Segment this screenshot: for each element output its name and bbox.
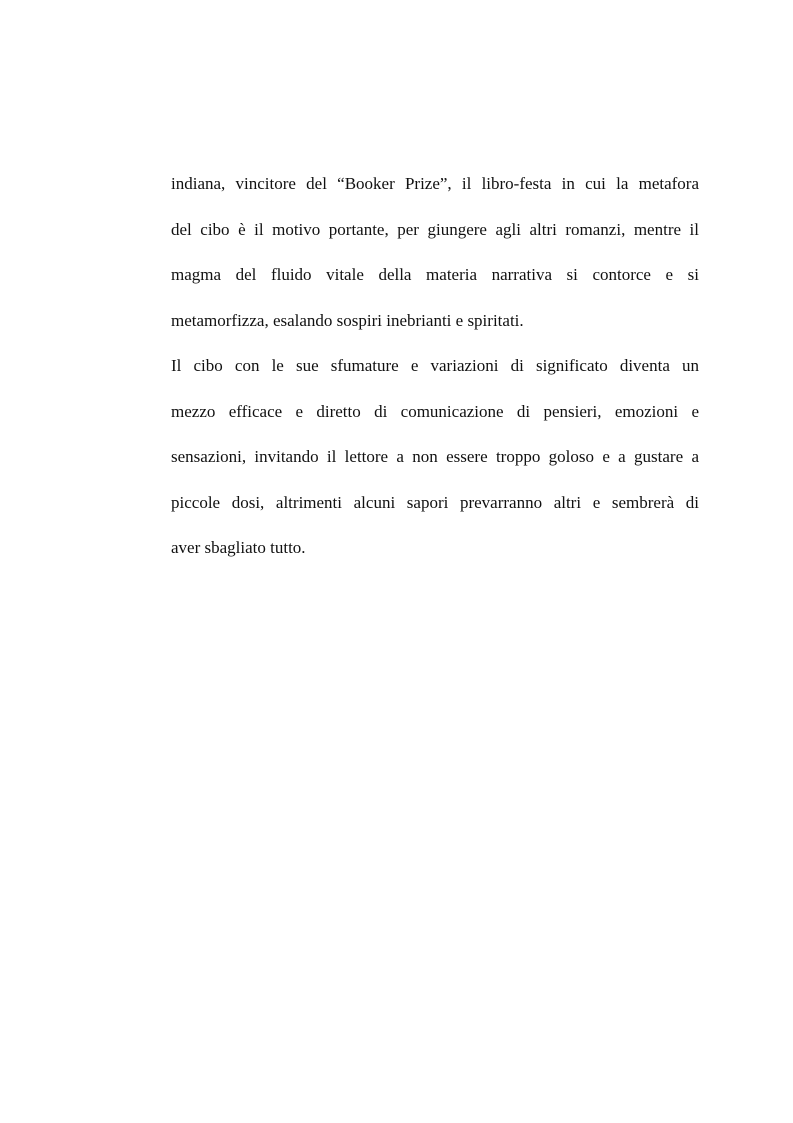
text-line: indiana, vincitore del “Booker Prize”, il libro-festa in cui la metafora — [171, 174, 699, 193]
body-text — [171, 167, 699, 577]
text-line: sensazioni, invitando il lettore a non essere troppo goloso e a gustare a — [171, 447, 699, 466]
text-line: mezzo efficace e diretto di comunicazione di pensieri, emozioni e — [171, 401, 699, 421]
text-line: aver sbagliato tutto. — [171, 538, 306, 557]
text-line: Il cibo con le sue sfumature e variazioni di significato diventa un — [171, 356, 699, 375]
paragraph-2 — [171, 349, 699, 577]
text-line: magma del fluido vitale della materia narrativa si contorce e si — [171, 265, 699, 284]
text-line: metamorfizza, esalando sospiri inebrianti e spiritati. — [171, 310, 524, 330]
text-line: piccole dosi, altrimenti alcuni sapori prevarranno altri e sembrerà di — [171, 492, 699, 512]
paragraph-1 — [171, 167, 699, 349]
text-line: del cibo è il motivo portante, per giungere agli altri romanzi, mentre il — [171, 219, 699, 239]
